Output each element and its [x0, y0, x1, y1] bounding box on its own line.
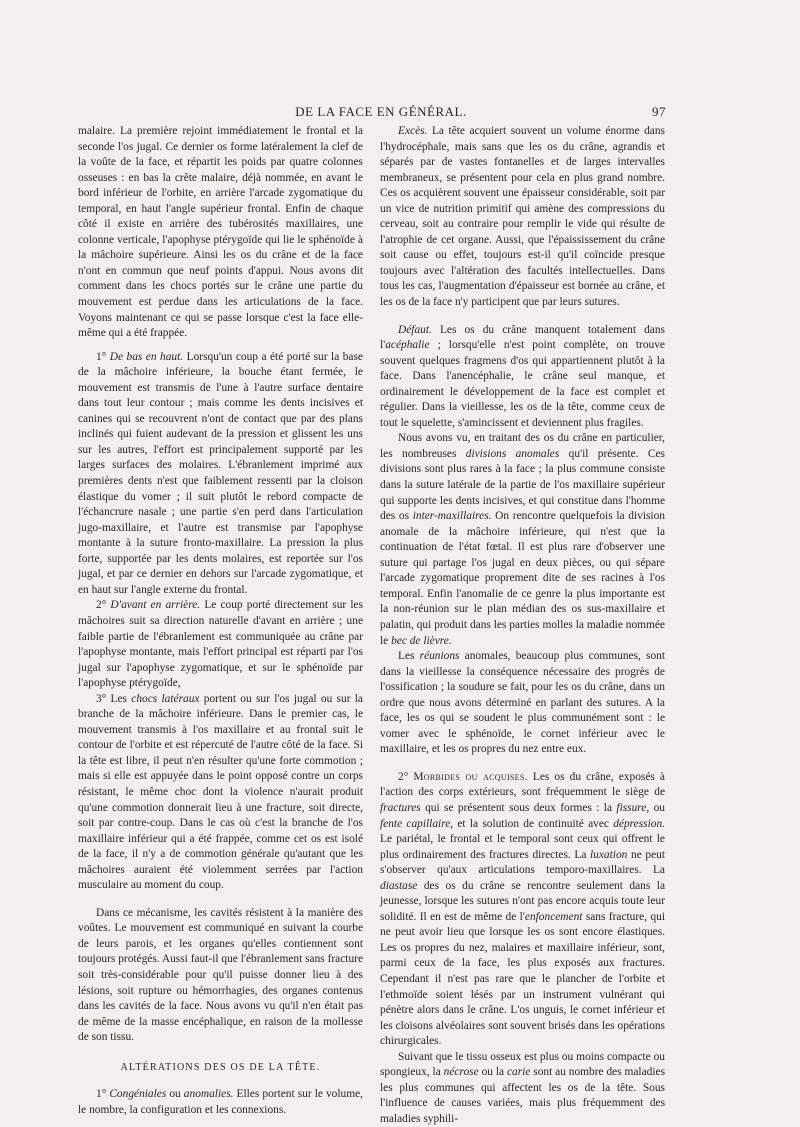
paragraph: malaire. La première rejoint immédiatement le frontal et la seconde l'os jugal. Ce dernier os forme latéralement la clef de la voûte de la face, et répartit les poids par quatre colonnes osseuses : en bas la crête malaire, déjà nommée, en avant le bord inférieur de l'orbite, en arrière l'arcade zygomatique du temporal, en haut l'angle supérieur frontal. Enfin de chaque côté il existe en arrière des tubérosités maxillaires, une colonne verticale, l'apophyse ptérygoïde qui lie le sphénoïde à la mâchoire supérieure. Ainsi les os du crâne et de la face n'ont en commun que neuf points d'appui. Nous avons dit comment dans les chocs portés sur le crâne une partie du mouvement est perdue dans les articulations de la face. Voyons maintenant ce qui se passe lorsque c'est la face elle-même qui a été frappée. [78, 125, 363, 340]
left-column [78, 124, 363, 1118]
paragraph: 2° D'avant en arrière. Le coup porté directement sur les mâchoires suit sa direction naturelle d'avant en arrière ; une faible partie de l'ébranlement est communiquée au crâne par l'apophyse montante, mais l'effort principal est réparti par l'os jugal sur l'apophyse zygomatique, et sur le sphénoïde par l'apophyse ptérygoïde, [78, 599, 364, 690]
paragraph: Nous avons vu, en traitant des os du crâne en particulier, les nombreuses divisions anomales qu'il présente. Ces divisions sont plus rares à la face ; la plus commune consiste dans la suture latérale de la partie de l'os maxillaire supérieur qui supporte les dents incisives, et qui constitue dans l'homme des os inter-maxillaires. On rencontre quelquefois la division anomale de la mâchoire inférieure, qui n'est que la continuation de l'état fœtal. Il est plus rare d'observer une suture qui partage l'os jugal en deux pièces, ou qui sépare l'arcade zygomatique proprement dite de ses racines à l'os temporal. Enfin l'anomalie de ce genre la plus importante est la non-réunion sur le plan médian des os sus-maxillaire et palatin, qui produit dans les parties molles la maladie nommée le bec de lièvre. [380, 432, 665, 647]
paragraph: Dans ce mécanisme, les cavités résistent à la manière des voûtes. Le mouvement est communiqué en suivant la courbe de leurs parois, et les organes qu'elles contiennent sont toujours protégés. Aussi faut-il que l'ébranlement sans fracture soit très-considérable pour qu'il puisse donner lieu à des lésions, soit rupture ou hémorrhagies, des organes contenus dans les cavités de la face. Nous avons vu qu'il n'en était pas de même de la masse encéphalique, en raison de la mollesse de son tissu. [78, 906, 363, 1044]
paragraph: Excès. La tête acquiert souvent un volume énorme dans l'hydrocéphale, mais sans que les os du crâne, agrandis et séparés par de vastes fontanelles et de larges intervalles membraneux, se présentent pour cela en plus grand nombre. Ces os acquièrent souvent une épaisseur considérable, soit par un vice de nutrition primitif qui amène des compressions du cerveau, soit au contraire pour remplir le vide qui résulte de l'atrophie de cet organe. Aussi, que l'épaississement du crâne soit cause ou effet, toujours est-il qu'il coïncide presque toujours avec l'altération des facultés intellectuelles. Dans tous les cas, l'augmentation d'épaisseur est bornée au crâne, et les os de la face n'y participent que par leurs sutures. [380, 125, 665, 309]
paragraph: 2° Morbides ou acquises. Les os du crâne, exposés à l'action des corps extérieurs, sont fréquemment le siège de fractures qui se présentent sous deux formes : la fissure, ou fente capillaire, et la solution de continuité avec dépression. Le pariétal, le frontal et le temporal sont ceux qui offrent le plus ordinairement des fractures directes. La luxation ne peut s'observer qu'aux articulations temporo-maxillaires. La diastase des os du crâne se rencontre seulement dans la jeunesse, lorsque les sutures n'ont pas encore acquis toute leur solidité. Il en est de même de l'enfoncement sans fracture, qui ne peut avoir lieu que lorsque les os sont encore élastiques. Les os propres du nez, malaires et maxillaire inférieur, sont, parmi ceux de la face, les plus exposés aux fractures. Cependant il n'est pas rare que le plancher de l'orbite et l'ethmoïde soient lésés par un instrument vulnérant qui pénètre alors dans le crâne. L'os unguis, le cornet inférieur et les cloisons alvéolaires sont souvent brisés dans les opérations chirurgicales. [380, 770, 665, 1048]
page-number: 97 [652, 104, 666, 119]
section-heading: ALTÉRATIONS DES OS DE LA TÊTE. [120, 1061, 321, 1073]
paragraph: Défaut. Les os du crâne manquent totalement dans l'acéphalie ; lorsqu'elle n'est point complète, on trouve souvent quelques fragmens d'os qui appartiennent plutôt à la face. Dans l'anencéphalie, le crâne seul manque, et ordinairement le développement de la face est complet et régulier. Dans la vieillesse, les os de la tête, comme ceux de tout le squelette, s'amincissent et deviennent plus fragiles. [380, 323, 665, 429]
paragraph: Suivant que le tissu osseux est plus ou moins compacte ou spongieux, la nécrose ou la carie sont au nombre des maladies les plus communes qui affectent les os de la tête. Sous l'influence de causes variées, mais plus fréquemment des maladies syphili- [380, 1050, 666, 1125]
paragraph: 1° Congéniales ou anomalies. Elles portent sur le volume, le nombre, la configuration et les connexions. [78, 1088, 363, 1116]
running-head-title: DE LA FACE EN GÉNÉRAL. [295, 104, 467, 119]
right-column [380, 124, 665, 1127]
paragraph: Les réunions anomales, beaucoup plus communes, sont dans la vieillesse la conséquence nécessaire des progrès de l'ossification ; la soudure se fait, pour les os du crâne, dans un ordre que nous avons déterminé en parlant des sutures. A la face, les os qui se soudent le plus communément sont : le vomer avec le sphénoïde, le cornet inférieur avec le maxillaire, et les os propres du nez entre eux. [380, 650, 666, 756]
paragraph: 3° Les chocs latéraux portent ou sur l'os jugal ou sur la branche de la mâchoire inférieure. Dans le premier cas, le mouvement transmis à l'os maxillaire et au frontal suit le contour de l'orbite et est répercuté de l'autre côté de la face. Si la tête est libre, il peut n'en résulter qu'une forte commotion ; mais si elle est appuyée dans le point opposé contre un corps résistant, le même choc dont la violence n'aurait produit qu'une commotion donnerait lieu à une fracture, soit directe, soit par contre-coup. Dans le cas où c'est la branche de l'os maxillaire inférieur qui a été frappée, comme cet os est isolé de la face, il n'y a de commotion générale qu'autant que les mâchoires auraient été violemment serrées par l'action musculaire au moment du coup. [78, 692, 363, 892]
paragraph: 1° De bas en haut. Lorsqu'un coup a été porté sur la base de la mâchoire inférieure, la bouche étant fermée, le mouvement est transmis de l'une à l'autre surface dentaire dans tout leur contour ; mais comme les dents incisives et canines qui se recouvrent n'ont de contact que par des plans inclinés qui fuient audevant de la pression et glissent les uns sur les autres, l'effort est principalement supporté par les larges surfaces des molaires. L'ébranlement imprimé aux premières dents n'est que faiblement ressenti par la cloison élastique du vomer ; il suit plutôt le rebord compacte de l'échancrure nasale ; une partie s'en perd dans l'articulation jugo-maxillaire, et l'autre est transmise par l'apophyse montante à la suture fronto-maxillaire. La pression la plus forte, supportée par les dents molaires, est reportée sur l'os jugal, et par ce dernier en dehors sur l'arcade zygomatique, et en haut sur l'angle externe du frontal. [78, 350, 363, 596]
running-head [70, 104, 666, 120]
